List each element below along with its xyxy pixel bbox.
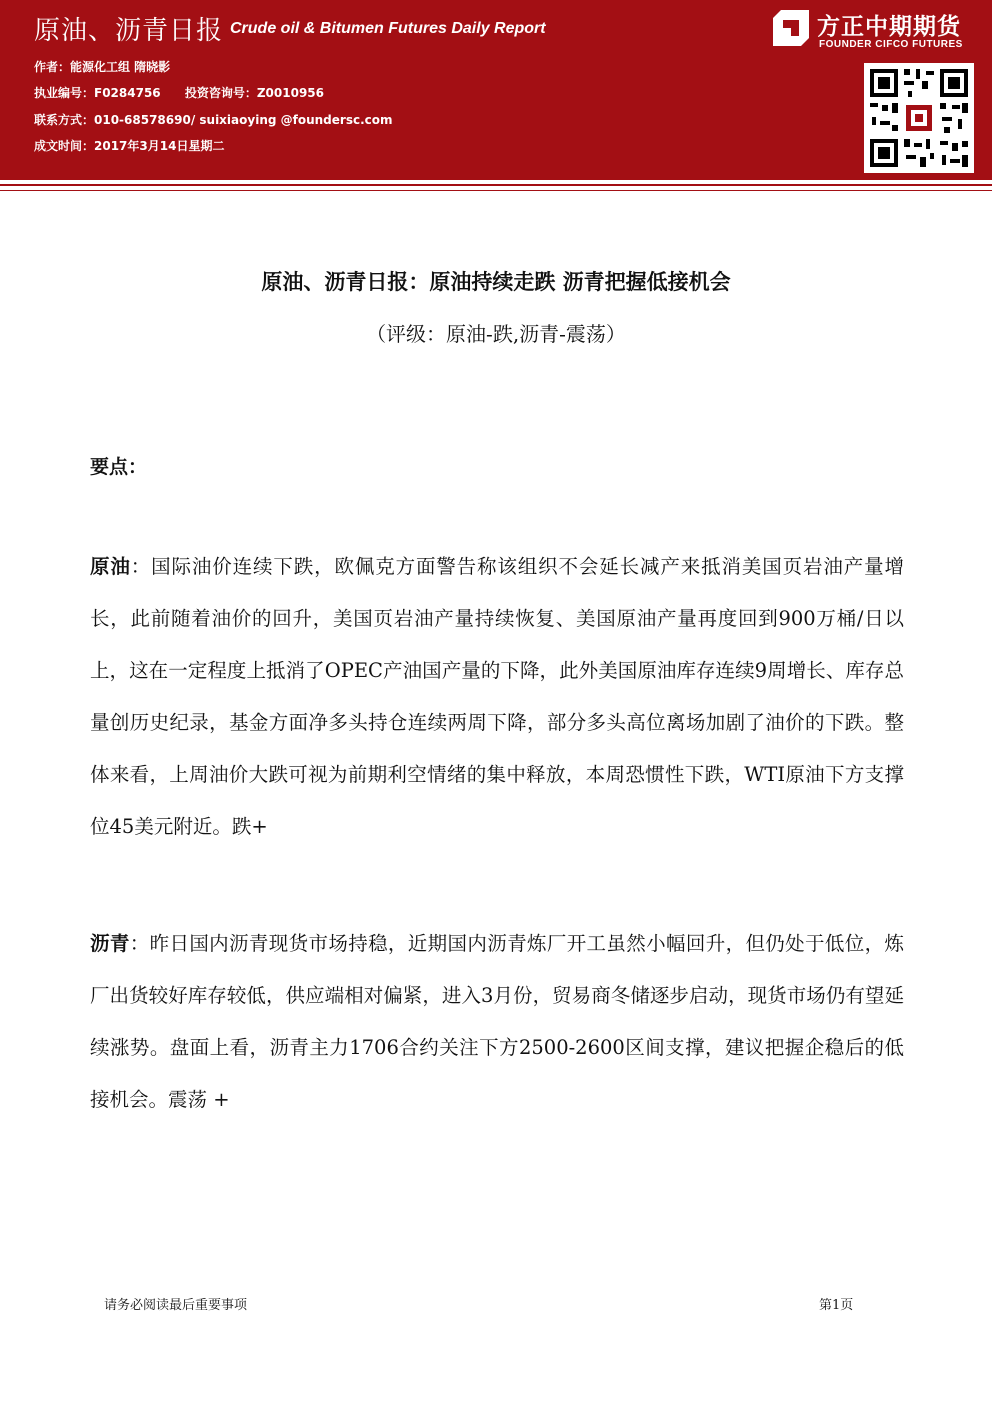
license-line [34, 84, 344, 101]
logo-text-cn: 方正中期期货 [817, 14, 961, 40]
author-line [34, 58, 190, 75]
document-title: 原油、沥青日报：原油持续走跌 沥青把握低接机会 [261, 270, 731, 294]
company-logo [771, 6, 983, 56]
key-points-heading: 要点： [90, 456, 148, 478]
report-title-en: Crude oil & Bitumen Futures Daily Report [230, 20, 546, 37]
date-line [34, 137, 244, 154]
report-title-cn: 原油、沥青日报 [34, 16, 224, 46]
bitumen-text: ：昨日国内沥青现货市场持稳，近期国内沥青炼厂开工虽然小幅回升，但仍处于低位，炼厂出货较好库存较低，供应端相对偏紧，进入3月份，贸易商冬储逐步启动，现货市场仍有望延续涨势。盘面上看，沥青主力1706合约关注下方2500-2600区间支撑，建议把握企稳后的低接机会。震荡 + [90, 932, 904, 1111]
header-divider [0, 184, 992, 186]
qr-code-icon [864, 63, 974, 173]
author: 作者：能源化工组 隋晓影 [34, 60, 171, 74]
contact-line [34, 111, 413, 128]
license-number: 执业编号：F0284756 [34, 86, 161, 100]
crude-oil-paragraph [90, 541, 904, 853]
crude-oil-label: 原油 [90, 555, 131, 578]
bitumen-paragraph [90, 918, 904, 1126]
page-number: 第1页 [819, 1298, 854, 1313]
report-header [0, 0, 992, 180]
logo-text-en: FOUNDER CIFCO FUTURES [819, 39, 963, 50]
bitumen-label: 沥青 [90, 932, 130, 955]
header-divider-thin [0, 190, 992, 191]
founder-logo-icon [771, 8, 811, 48]
consult-number: 投资咨询号：Z0010956 [184, 86, 324, 100]
crude-oil-text: ：国际油价连续下跌，欧佩克方面警告称该组织不会延长减产来抵消美国页岩油产量增长，此前随着油价的回升，美国页岩油产量持续恢复、美国原油产量再度回到900万桶/日以上，这在一定程度上抵消了OPEC产油国产量的下降，此外美国原油库存连续9周增长、库存总量创历史纪录，基金方面净多头持仓连续两周下降，部分多头高位离场加剧了油价的下跌。整体来看，上周油价大跌可视为前期利空情绪的集中释放，本周恐惯性下跌，WTI原油下方支撑位45美元附近。跌+ [90, 555, 904, 838]
document-rating: （评级：原油-跌,沥青-震荡） [366, 322, 626, 346]
report-date: 成文时间：2017年3月14日星期二 [34, 139, 225, 153]
footer-notice: 请务必阅读最后重要事项 [104, 1298, 248, 1313]
contact: 联系方式：010-68578690/ suixiaoying @foundersc.com [34, 113, 393, 127]
